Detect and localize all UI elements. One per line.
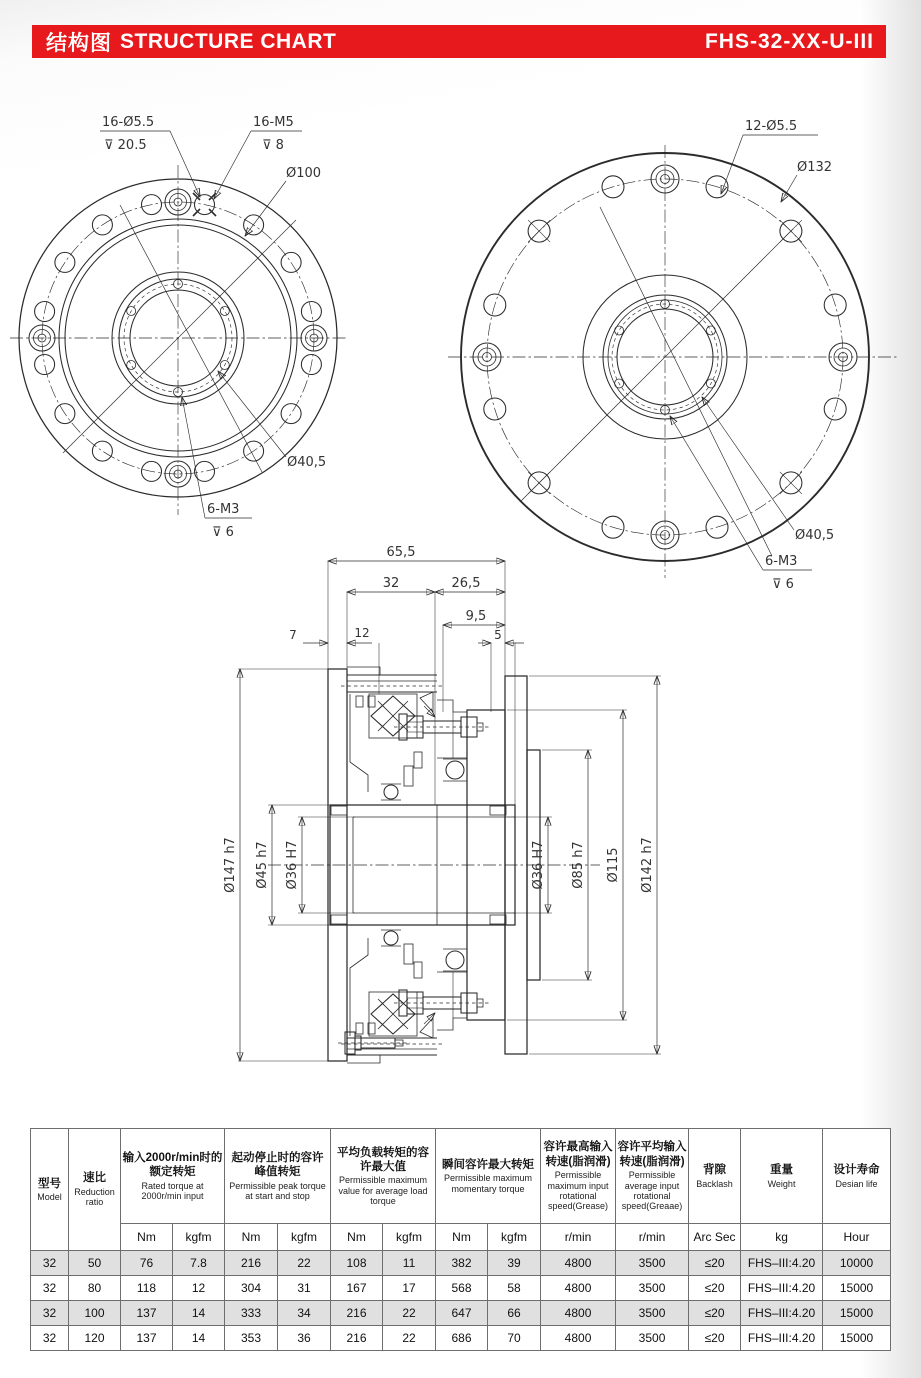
table-cell: 32	[31, 1326, 69, 1351]
table-cell: 216	[225, 1251, 278, 1276]
label-bolt-holes-right: 12-Ø5.5	[745, 119, 798, 134]
col-model	[31, 1129, 69, 1251]
table-cell: FHS–III:4.20	[741, 1276, 823, 1301]
table-cell: 4800	[541, 1276, 616, 1301]
front-view-right	[448, 119, 898, 592]
table-cell: 120	[69, 1326, 121, 1351]
table-cell: 22	[383, 1326, 436, 1351]
unit-cell: kgfm	[173, 1224, 225, 1251]
unit-cell: Nm	[121, 1224, 173, 1251]
col-weight-zh: 重量	[770, 1164, 794, 1177]
col-model-zh: 型号	[38, 1177, 61, 1190]
col-peak-zh: 起动停止时的容许峰值转矩	[231, 1151, 324, 1179]
col-avg-speed-en: Permissible average input rotational speed(Greaae)	[621, 1170, 683, 1212]
unit-cell: kgfm	[383, 1224, 436, 1251]
table-cell: 333	[225, 1301, 278, 1326]
table-cell: 22	[278, 1251, 331, 1276]
table-cell: 3500	[616, 1301, 689, 1326]
label-bolt-circle-right: Ø132	[797, 160, 833, 175]
col-weight-en: Weight	[767, 1178, 796, 1189]
col-momentary-torque	[436, 1129, 541, 1224]
table-row	[31, 1301, 891, 1326]
page-title-zh: 结构图	[46, 31, 112, 55]
table-cell: 382	[436, 1251, 488, 1276]
label-bolt-circle-left: Ø100	[286, 166, 322, 181]
table-cell: 14	[173, 1301, 225, 1326]
label-bolt-holes-left: 16-Ø5.5	[102, 115, 155, 130]
col-ratio-en: Reduction ratio	[74, 1186, 115, 1208]
col-avg-en: Permissible maximum value for average load torque	[338, 1175, 428, 1207]
unit-cell: Nm	[436, 1224, 488, 1251]
dim-dia-85: Ø85 h7	[571, 841, 586, 889]
table-cell: 3500	[616, 1251, 689, 1276]
table-cell: 34	[278, 1301, 331, 1326]
col-avg-zh: 平均负载转矩的容许最大值	[337, 1146, 430, 1173]
table-row	[31, 1326, 891, 1351]
col-backlash	[689, 1129, 741, 1224]
col-peak-torque	[225, 1129, 331, 1224]
table-units-row	[31, 1224, 891, 1251]
table-cell: 15000	[823, 1276, 891, 1301]
label-small-tapped-right: 6-M3	[765, 554, 798, 569]
col-life-en: Desian life	[835, 1178, 878, 1189]
label-bore-right: Ø40,5	[795, 528, 835, 543]
col-momentary-en: Permissible maximum momentary torque	[444, 1173, 533, 1194]
table-cell: 137	[121, 1301, 173, 1326]
dim-step-12: 12	[354, 626, 370, 640]
dim-step-5: 5	[494, 628, 502, 642]
dim-dia-115: Ø115	[606, 847, 621, 883]
col-life-zh: 设计寿命	[833, 1164, 880, 1177]
table-cell: 32	[31, 1301, 69, 1326]
unit-cell: Nm	[331, 1224, 383, 1251]
table-cell: 15000	[823, 1326, 891, 1351]
table-cell: 66	[488, 1301, 541, 1326]
dim-total-length: 65,5	[386, 545, 416, 560]
table-cell: 14	[173, 1326, 225, 1351]
table-cell: 353	[225, 1326, 278, 1351]
table-cell: 108	[331, 1251, 383, 1276]
table-cell: 70	[488, 1326, 541, 1351]
label-tapped-holes-left: 16-M5	[253, 115, 294, 130]
table-cell: 76	[121, 1251, 173, 1276]
col-ratio-zh: 速比	[83, 1172, 106, 1185]
table-cell: 4800	[541, 1251, 616, 1276]
table-cell: FHS–III:4.20	[741, 1251, 823, 1276]
bottom-bolt	[338, 1032, 410, 1054]
dim-dia-36-left: Ø36 H7	[285, 840, 300, 890]
table-cell: FHS–III:4.20	[741, 1301, 823, 1326]
col-momentary-zh: 瞬间容许最大转矩	[442, 1158, 535, 1171]
label-small-tapped-depth-left: ⊽ 6	[212, 525, 234, 540]
table-row	[31, 1276, 891, 1301]
dim-step-9-5: 9,5	[465, 609, 487, 624]
col-avg-speed-zh: 容许平均输入转速(脂润滑)	[617, 1141, 687, 1168]
table-cell: 4800	[541, 1326, 616, 1351]
col-max-speed-en: Permissible maximum input rotational speed(Grease)	[547, 1170, 609, 1212]
table-cell: FHS–III:4.20	[741, 1326, 823, 1351]
table-cell: 4800	[541, 1301, 616, 1326]
table-cell: 137	[121, 1326, 173, 1351]
model-code: FHS-32-XX-U-III	[704, 29, 874, 53]
spec-table	[30, 1128, 891, 1351]
label-small-tapped-left: 6-M3	[207, 502, 240, 517]
table-cell: ≤20	[689, 1326, 741, 1351]
dim-dia-45: Ø45 h7	[255, 841, 270, 889]
col-rated-torque	[121, 1129, 225, 1224]
table-cell: 167	[331, 1276, 383, 1301]
table-cell: 647	[436, 1301, 488, 1326]
table-cell: 118	[121, 1276, 173, 1301]
label-bore-left: Ø40,5	[287, 455, 327, 470]
col-model-en: Model	[37, 1192, 62, 1203]
table-cell: ≤20	[689, 1251, 741, 1276]
col-ratio	[69, 1129, 121, 1251]
table-cell: 11	[383, 1251, 436, 1276]
spec-table-body	[31, 1251, 891, 1351]
table-cell: ≤20	[689, 1301, 741, 1326]
col-avg-torque	[331, 1129, 436, 1224]
table-cell: 31	[278, 1276, 331, 1301]
table-cell: 12	[173, 1276, 225, 1301]
table-cell: 216	[331, 1326, 383, 1351]
label-tapped-depth-left: ⊽ 8	[262, 138, 284, 153]
table-cell: 3500	[616, 1276, 689, 1301]
section-view	[223, 545, 661, 1063]
label-bolt-depth-left: ⊽ 20.5	[104, 138, 147, 153]
table-cell: 58	[488, 1276, 541, 1301]
table-cell: 216	[331, 1301, 383, 1326]
table-cell: 50	[69, 1251, 121, 1276]
dim-dia-36-right: Ø36 H7	[531, 840, 546, 890]
table-cell: 7.8	[173, 1251, 225, 1276]
label-small-tapped-depth-right: ⊽ 6	[772, 577, 794, 592]
dim-step-7: 7	[289, 628, 297, 642]
table-cell: 568	[436, 1276, 488, 1301]
col-backlash-zh: 背隙	[703, 1164, 727, 1177]
table-cell: 80	[69, 1276, 121, 1301]
dim-dia-147: Ø147 h7	[223, 837, 238, 893]
table-cell: 100	[69, 1301, 121, 1326]
table-cell: ≤20	[689, 1276, 741, 1301]
table-cell: 32	[31, 1251, 69, 1276]
page-title-en: STRUCTURE CHART	[120, 29, 337, 53]
table-cell: 39	[488, 1251, 541, 1276]
unit-cell: kgfm	[488, 1224, 541, 1251]
table-cell: 15000	[823, 1301, 891, 1326]
unit-cell: r/min	[541, 1224, 616, 1251]
col-avg-speed	[616, 1129, 689, 1224]
unit-cell: Nm	[225, 1224, 278, 1251]
table-cell: 686	[436, 1326, 488, 1351]
table-cell: 17	[383, 1276, 436, 1301]
col-rated-zh: 输入2000r/min时的额定转矩	[122, 1151, 223, 1179]
table-cell: 10000	[823, 1251, 891, 1276]
unit-cell: Arc Sec	[689, 1224, 741, 1251]
unit-cell: kgfm	[278, 1224, 331, 1251]
table-cell: 32	[31, 1276, 69, 1301]
table-header-row	[31, 1129, 891, 1224]
unit-cell: kg	[741, 1224, 823, 1251]
table-cell: 36	[278, 1326, 331, 1351]
col-rated-en: Rated torque at 2000r/min input	[141, 1180, 204, 1201]
table-cell: 22	[383, 1301, 436, 1326]
dim-dia-142: Ø142 h7	[640, 837, 655, 893]
dim-left-length: 32	[382, 576, 400, 591]
table-cell: 3500	[616, 1326, 689, 1351]
unit-cell: Hour	[823, 1224, 891, 1251]
col-design-life	[823, 1129, 891, 1224]
dim-right-length: 26,5	[451, 576, 481, 591]
col-max-speed	[541, 1129, 616, 1224]
col-weight	[741, 1129, 823, 1224]
unit-cell: r/min	[616, 1224, 689, 1251]
col-peak-en: Permissible peak torque at start and stop	[229, 1180, 326, 1201]
col-max-speed-zh: 容许最高输入转速(脂润滑)	[543, 1141, 613, 1168]
front-view-left	[10, 115, 348, 540]
col-backlash-en: Backlash	[696, 1178, 733, 1189]
table-row	[31, 1251, 891, 1276]
table-cell: 304	[225, 1276, 278, 1301]
